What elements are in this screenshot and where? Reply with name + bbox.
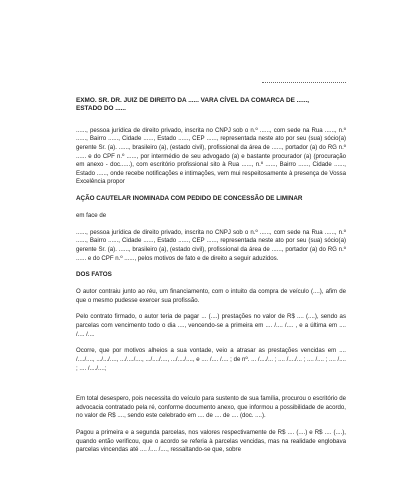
signature-line (262, 82, 346, 83)
court-address (76, 97, 346, 114)
plaintiff-paragraph: ......, pessoa jurídica de direito privado, inscrita no CNPJ sob o n.º ......, com sede na Rua ......, n.º ......, Bairro ......, Cidade ......, Estado ......, CEP ......, representada neste ato por seu (sua) sócio(a) gerente Sr. (a). ......, brasileiro (a), (estado civil), profissional da área de ......, portador (a) do RG n.º ...... e do CPF n.º ......, por intermédio de seu advogado (a) e bastante procurador (a) (procuração em anexo - doc......), com escritório profissional sito à Rua ......, n.º ......, Bairro ......, Cidade ......, Estado ......, onde recebe notificações e intimações, vem mui respeitosamente à presença de Vossa Excelência propor (76, 126, 346, 186)
against-label: em face de (76, 211, 107, 219)
facts-heading: DOS FATOS (76, 271, 112, 279)
document-body (76, 97, 346, 463)
facts-paragraph-5: Pagou a primeira e a segunda parcelas, nos valores respectivamente de R$ .... (....) e R$ .... (....), quando então verificou, que o acordo se referia à parcelas vencidas, mas na realidade englobava parcelas vincendas até .... /.... /...., ressaltando-se que, sobre (76, 429, 346, 454)
address-line-2: ESTADO DO ...... (76, 105, 126, 113)
defendant-paragraph: ......, pessoa jurídica de direito privado, inscrita no CNPJ sob o n.º ......, com sede na Rua ......, n.º ......, Bairro ......, Cidade ......, Estado ......, CEP ......, representada neste ato por seu (sua) sócio(a) gerente Sr. (a). ......, brasileiro (a), (estado civil), profissional da área de ......, portador (a) do RG n.º ...... e do CPF n.º ......, pelos motivos de fato e de direito a seguir aduzidos. (76, 228, 346, 262)
facts-paragraph-1: O autor contraiu junto ao réu, um financiamento, com o intuito da compra de veículo (....), afim de que o mesmo pudesse exercer sua profissão. (76, 288, 346, 304)
facts-paragraph-2: Pelo contrato firmado, o autor teria de pagar ... (....) prestações no valor de R$ .... (....), sendo as parcelas com vencimento todo o dia ...., vencendo-se a primeira em .... /.... /.... , e a última em .... /.... /.... (76, 313, 346, 338)
address-line-1: EXMO. SR. DR. JUIZ DE DIREITO DA ...... VARA CÍVEL DA COMARCA DE ......, (76, 97, 310, 104)
facts-paragraph-3: Ocorre, que por motivos alheios a sua vontade, veio a atrasar as prestações vencidas em .... /..../...., .../.../...., .../..../...., .../..../...., .../..../...., e .... /.... /.... ; de nº. ... /..../... ; .... /..../... ; .... /.... ; .... /.... ; .... /..../....; (76, 347, 346, 372)
action-title: AÇÃO CAUTELAR INOMINADA COM PEDIDO DE CONCESSÃO DE LIMINAR (76, 195, 303, 203)
facts-paragraph-4: Em total desespero, pois necessita do veículo para sustento de sua família, procurou o escritório de advocacia contratado pela ré, conforme documento anexo, que informou a possibilidade de acordo, no valor de R$ ...., sendo este celebrado em .... de .... de .... (doc. ....). (76, 395, 346, 420)
